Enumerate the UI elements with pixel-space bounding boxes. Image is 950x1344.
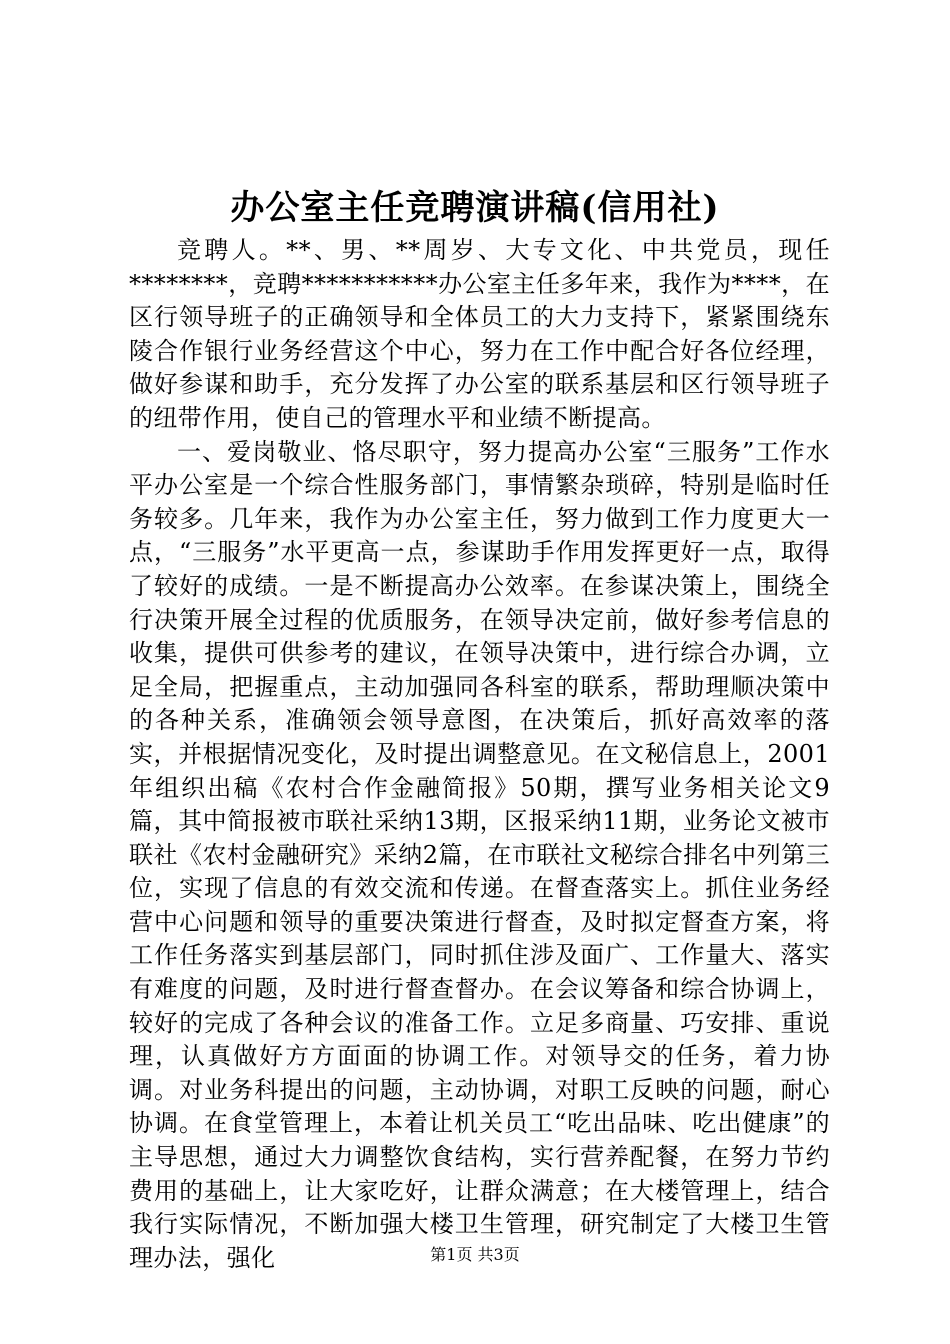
paragraph-intro: 竞聘人。**、男、**周岁、大专文化、中共党员，现任********，竞聘***********办公室主任多年来，我作为****，在区行领导班子的正确领导和全体员工的大力支持下，紧紧围绕东陵合作银行业务经营这个中心，努力在工作中配合好各位经理，做好参谋和助手，充分发挥了办公室的联系基层和区行领导班子的纽带作用，使自己的管理水平和业绩不断提高。 <box>129 236 830 432</box>
document-body <box>129 234 830 1275</box>
document-title: 办公室主任竞聘演讲稿(信用社) <box>230 188 720 228</box>
page-footer: 第1页 共3页 <box>430 1245 520 1264</box>
paragraph-section-one: 一、爱岗敬业、恪尽职守，努力提高办公室“三服务”工作水平办公室是一个综合性服务部门，事情繁杂琐碎，特别是临时任务较多。几年来，我作为办公室主任，努力做到工作力度更大一点，“三服务”水平更高一点，参谋助手作用发挥更好一点，取得了较好的成绩。一是不断提高办公效率。在参谋决策上，围绕全行决策开展全过程的优质服务，在领导决定前，做好参考信息的收集，提供可供参考的建议，在领导决策中，进行综合办调，立足全局，把握重点，主动加强同各科室的联系，帮助理顺决策中的各种关系，准确领会领导意图，在决策后，抓好高效率的落实，并根据情况变化，及时提出调整意见。在文秘信息上，2001年组织出稿《农村合作金融简报》50期，撰写业务相关论文9篇，其中简报被市联社采纳13期，区报采纳11期，业务论文被市联社《农村金融研究》采纳2篇，在市联社文秘综合排名中列第三位，实现了信息的有效交流和传递。在督查落实上。抓住业务经营中心问题和领导的重要决策进行督查，及时拟定督查方案，将工作任务落实到基层部门，同时抓住涉及面广、工作量大、落实有难度的问题，及时进行督查督办。在会议筹备和综合协调上，较好的完成了各种会议的准备工作。立足多商量、巧安排、重说理，认真做好方方面面的协调工作。对领导交的任务，着力协调。对业务科提出的问题，主动协调，对职工反映的问题，耐心协调。在食堂管理上，本着让机关员工“吃出品味、吃出健康”的主导思想，通过大力调整饮食结构，实行营养配餐，在努力节约费用的基础上，让大家吃好，让群众满意；在大楼管理上，结合我行实际情况，不断加强大楼卫生管理，研究制定了大楼卫生管理办法，强化 <box>129 437 830 1272</box>
